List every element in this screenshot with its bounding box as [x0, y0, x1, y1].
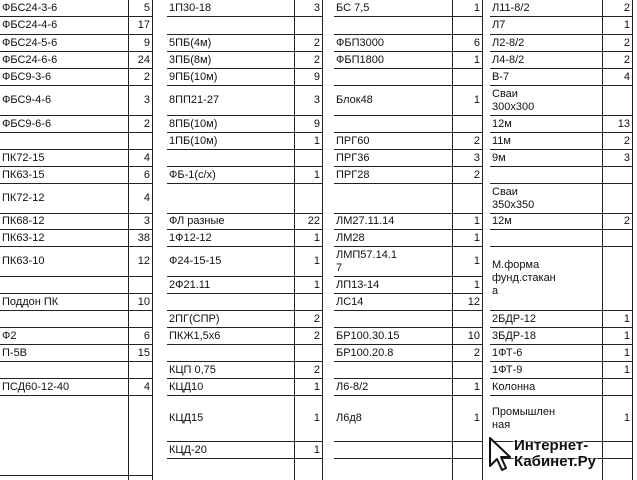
item-name-cell: ПК63-15: [2, 168, 45, 181]
item-qty-cell: 2: [623, 1, 630, 14]
table-row: [0, 167, 152, 184]
item-qty-cell: 1: [623, 346, 630, 359]
item-name-cell: ФБС24-6-6: [2, 53, 58, 66]
table-row: [334, 167, 482, 184]
table-row: [334, 379, 482, 396]
item-name-cell: ПК68-12: [2, 215, 45, 227]
item-name-cell: 9м: [492, 151, 506, 164]
item-name-cell: ПК63-10: [2, 255, 45, 267]
item-qty-cell: 3: [143, 215, 150, 227]
item-name-cell: ЛП13-14: [336, 278, 380, 291]
item-qty-cell: 2: [313, 363, 320, 376]
item-qty-cell: 1: [473, 255, 480, 267]
item-name-cell: Л4-8/2: [492, 53, 525, 66]
table-row: [490, 362, 632, 379]
table-row: [490, 150, 632, 167]
table-row: [334, 86, 482, 116]
item-qty-cell: 1: [473, 380, 480, 393]
table-row: [334, 35, 482, 52]
table-row: [167, 396, 322, 442]
item-name-cell: ПКЖ1,5х6: [169, 329, 221, 342]
item-name-cell: Л7: [492, 19, 506, 31]
item-name-cell: [2, 362, 126, 378]
table-row: [490, 311, 632, 328]
item-qty-cell: 2: [623, 134, 630, 147]
table-row: [334, 52, 482, 69]
item-qty-cell: 4: [143, 192, 150, 204]
item-qty-cell: 4: [143, 151, 150, 164]
item-qty-cell: 1: [313, 231, 320, 244]
column-divider: [294, 0, 295, 480]
item-name-cell: [336, 362, 450, 378]
item-name-cell: ФБС24-5-6: [2, 36, 58, 49]
item-name-cell: [2, 277, 126, 293]
item-name-cell: [169, 150, 292, 166]
item-name-cell: ПРГ36: [336, 151, 370, 164]
item-name-cell: Сваи 350х350: [492, 185, 535, 211]
item-name-cell: ФБС9-3-6: [2, 70, 52, 83]
table-row: [167, 294, 322, 311]
item-qty-cell: 10: [467, 329, 480, 342]
item-qty-cell: 1: [473, 94, 480, 106]
watermark-line1: Интернет-: [514, 437, 589, 454]
item-qty-cell: 5: [143, 1, 150, 14]
column-3: [334, 0, 482, 480]
item-name-cell: 5ПБ(4м): [169, 36, 212, 49]
table-row: [334, 311, 482, 328]
item-qty-cell: 1: [473, 1, 480, 14]
item-name-cell: ФБС9-4-6: [2, 94, 52, 106]
table-row: [167, 277, 322, 294]
table-row: [0, 247, 152, 277]
item-name-cell: Блок48: [336, 94, 373, 106]
item-qty-cell: 6: [143, 329, 150, 342]
column-border: [632, 0, 633, 480]
item-qty-cell: 12: [137, 255, 150, 267]
item-name-cell: 3БДР-18: [492, 329, 537, 342]
table-row: [334, 214, 482, 230]
table-row: [0, 133, 152, 150]
table-row: [167, 52, 322, 69]
item-name-cell: ФБП1800: [336, 53, 384, 66]
table-row: [334, 69, 482, 86]
item-name-cell: Л11-8/2: [492, 1, 530, 14]
item-name-cell: [336, 69, 450, 85]
item-qty-cell: 2: [623, 215, 630, 227]
item-name-cell: [2, 133, 126, 149]
item-qty-cell: 3: [313, 94, 320, 106]
column-4: [490, 0, 632, 480]
item-name-cell: 1ФТ-9: [492, 363, 523, 376]
table-row: [334, 17, 482, 35]
table-row: [0, 345, 152, 362]
item-qty-cell: 1: [313, 412, 320, 424]
item-name-cell: [336, 311, 450, 327]
table-row: [0, 52, 152, 69]
item-name-cell: [336, 442, 450, 458]
table-row: [334, 442, 482, 459]
item-qty-cell: 9: [143, 36, 150, 49]
table-row: [167, 230, 322, 247]
table-row: [334, 277, 482, 294]
item-qty-cell: 3: [313, 1, 320, 14]
table-row: [167, 86, 322, 116]
item-name-cell: ПК63-12: [2, 231, 45, 244]
table-row: [0, 328, 152, 345]
item-name-cell: ЛМ28: [336, 231, 365, 244]
table-row: [0, 214, 152, 230]
item-name-cell: ПРГ28: [336, 168, 370, 181]
column-2: [167, 0, 322, 480]
item-name-cell: Поддон ПК: [2, 295, 59, 308]
table-row: [334, 362, 482, 379]
item-qty-cell: 1: [313, 443, 320, 456]
item-name-cell: [336, 116, 450, 132]
table-row: [334, 396, 482, 442]
item-qty-cell: 1: [623, 19, 630, 31]
item-qty-cell: 2: [623, 53, 630, 66]
item-name-cell: ФБП3000: [336, 36, 384, 49]
item-qty-cell: 3: [143, 94, 150, 106]
item-name-cell: М.форма фунд.стакан а: [492, 259, 556, 297]
item-qty-cell: 2: [473, 134, 480, 147]
table-row: [0, 35, 152, 52]
item-qty-cell: 6: [143, 168, 150, 181]
table-row: [167, 0, 322, 17]
table-row: [490, 86, 632, 116]
item-qty-cell: 4: [143, 380, 150, 393]
table-row: [167, 35, 322, 52]
item-name-cell: ПК72-15: [2, 151, 45, 164]
item-name-cell: Л2-8/2: [492, 36, 525, 49]
table-row: [490, 133, 632, 150]
table-row: [334, 184, 482, 214]
item-qty-cell: 2: [313, 312, 320, 325]
item-name-cell: П-5В: [2, 346, 28, 359]
item-name-cell: 1ПБ(10м): [169, 134, 218, 147]
table-row: [490, 345, 632, 362]
item-name-cell: [336, 17, 450, 34]
table-row: [0, 294, 152, 311]
table-row: [0, 69, 152, 86]
item-name-cell: 9ПБ(10м): [169, 70, 218, 83]
item-name-cell: Сваи 300х300: [492, 87, 535, 113]
table-row: [167, 328, 322, 345]
item-name-cell: ФБ-1(с/х): [169, 168, 216, 181]
watermark-line2: Кабинет.Ру: [514, 453, 596, 470]
item-qty-cell: 9: [313, 70, 320, 83]
item-name-cell: [2, 311, 126, 327]
column-divider: [452, 0, 453, 480]
item-qty-cell: 1: [313, 380, 320, 393]
item-name-cell: КЦД-20: [169, 443, 207, 456]
item-name-cell: Л6-8/2: [336, 380, 369, 393]
item-name-cell: [169, 184, 292, 213]
item-name-cell: БС 7,5: [336, 1, 370, 14]
item-name-cell: [169, 294, 292, 310]
table-row: [490, 167, 632, 184]
table-row: [167, 362, 322, 379]
table-row: [167, 379, 322, 396]
table-row: [334, 328, 482, 345]
item-name-cell: Колонна: [492, 380, 536, 393]
item-name-cell: ЛС14: [336, 295, 364, 308]
table-row: [490, 35, 632, 52]
table-row: [167, 167, 322, 184]
item-name-cell: В-7: [492, 70, 510, 83]
table-row: [167, 69, 322, 86]
table-row: [334, 133, 482, 150]
table-row: [167, 247, 322, 277]
item-name-cell: 2ПГ(СПР): [169, 312, 220, 325]
table-row: [490, 69, 632, 86]
item-name-cell: 2БДР-12: [492, 312, 537, 325]
item-name-cell: ЛМ27.11.14: [336, 215, 395, 227]
item-name-cell: 11м: [492, 134, 511, 147]
column-divider: [128, 0, 129, 480]
item-name-cell: 12м: [492, 117, 512, 130]
table-row: [334, 150, 482, 167]
item-name-cell: 8ПБ(10м): [169, 117, 218, 130]
table-row: [490, 17, 632, 35]
table-row: [167, 133, 322, 150]
table-row: [334, 345, 482, 362]
item-qty-cell: 1: [313, 168, 320, 181]
item-qty-cell: 2: [623, 36, 630, 49]
item-name-cell: 12м: [492, 215, 512, 227]
item-qty-cell: 38: [137, 231, 150, 244]
item-name-cell: БР100.30.15: [336, 329, 400, 342]
item-qty-cell: 24: [137, 53, 150, 66]
cursor-logo-icon: [486, 436, 512, 472]
item-name-cell: Ф24-15-15: [169, 255, 222, 267]
item-name-cell: ФБС24-4-6: [2, 19, 58, 31]
table-row: [490, 328, 632, 345]
table-row: [490, 214, 632, 230]
item-qty-cell: 2: [143, 70, 150, 83]
table-row: [167, 311, 322, 328]
item-name-cell: [492, 167, 600, 183]
table-row: [334, 116, 482, 133]
table-row: [167, 345, 322, 362]
item-name-cell: КЦП 0,75: [169, 363, 216, 376]
table-row: [334, 0, 482, 17]
item-name-cell: ЛМП57.14.1 7: [336, 248, 397, 274]
table-row: [167, 442, 322, 459]
table-row: [0, 230, 152, 247]
table-row: [490, 230, 632, 247]
item-name-cell: КЦД15: [169, 412, 204, 424]
table-row: [490, 116, 632, 133]
table-row: [0, 311, 152, 328]
table-row: [0, 362, 152, 379]
item-qty-cell: 1: [473, 278, 480, 291]
item-name-cell: 3ПБ(8м): [169, 53, 212, 66]
table-row: [0, 379, 152, 396]
item-qty-cell: 2: [313, 329, 320, 342]
item-name-cell: 2Ф21.11: [169, 278, 211, 291]
table-row: [490, 379, 632, 396]
watermark: [484, 428, 637, 480]
item-qty-cell: 3: [473, 151, 480, 164]
item-name-cell: ФБС24-3-6: [2, 1, 58, 14]
item-qty-cell: 2: [143, 117, 150, 130]
item-qty-cell: 6: [473, 36, 480, 49]
table-row: [167, 214, 322, 230]
item-qty-cell: 1: [313, 278, 320, 291]
table-row: [0, 0, 152, 17]
table-row: [490, 247, 632, 311]
item-name-cell: ФЛ разные: [169, 215, 225, 227]
item-qty-cell: 10: [137, 295, 150, 308]
item-qty-cell: 22: [307, 215, 320, 227]
item-name-cell: [169, 17, 292, 34]
item-qty-cell: 1: [313, 134, 320, 147]
item-qty-cell: 3: [623, 151, 630, 164]
table-row: [167, 17, 322, 35]
item-qty-cell: 1: [473, 412, 480, 424]
table-row: [0, 277, 152, 294]
item-name-cell: ПСД60-12-40: [2, 380, 70, 393]
item-qty-cell: 1: [623, 329, 630, 342]
item-qty-cell: 15: [137, 346, 150, 359]
item-qty-cell: 1: [313, 255, 320, 267]
table-row: [0, 86, 152, 116]
item-name-cell: Л6д8: [336, 412, 362, 424]
item-name-cell: 8ПП21-27: [169, 94, 220, 106]
item-qty-cell: 1: [623, 363, 630, 376]
column-1: [0, 0, 152, 480]
item-qty-cell: 2: [473, 168, 480, 181]
item-qty-cell: 1: [623, 312, 630, 325]
item-qty-cell: 2: [473, 346, 480, 359]
column-divider: [602, 0, 603, 480]
item-name-cell: КЦД10: [169, 380, 204, 393]
item-qty-cell: 1: [473, 53, 480, 66]
item-qty-cell: 12: [467, 295, 480, 308]
table-row: [490, 184, 632, 214]
item-name-cell: [336, 184, 450, 213]
table-row: [334, 247, 482, 277]
column-border: [322, 0, 323, 480]
item-name-cell: Ф2: [2, 329, 17, 342]
table-row: [0, 184, 152, 214]
table-row: [490, 0, 632, 17]
item-name-cell: [2, 396, 126, 475]
table-row: [0, 17, 152, 35]
item-name-cell: БР100.20.8: [336, 346, 394, 359]
item-qty-cell: 4: [623, 70, 630, 83]
column-border: [482, 0, 483, 480]
table-row: [167, 150, 322, 167]
item-qty-cell: 2: [313, 53, 320, 66]
item-name-cell: ПРГ60: [336, 134, 370, 147]
table-row: [334, 294, 482, 311]
item-name-cell: [169, 345, 292, 361]
item-qty-cell: 1: [473, 215, 480, 227]
item-qty-cell: 17: [137, 19, 150, 31]
item-qty-cell: 1: [473, 231, 480, 244]
item-name-cell: ФБС9-6-6: [2, 117, 52, 130]
item-qty-cell: 2: [313, 36, 320, 49]
item-name-cell: Промышлен ная: [492, 405, 556, 431]
table-row: [0, 116, 152, 133]
table-row: [167, 116, 322, 133]
item-name-cell: [492, 230, 600, 246]
table-row: [0, 396, 152, 476]
table-row: [490, 52, 632, 69]
table-row: [334, 230, 482, 247]
item-qty-cell: 9: [313, 117, 320, 130]
item-qty-cell: 13: [617, 117, 630, 130]
item-name-cell: 1П30-18: [169, 1, 212, 14]
item-name-cell: ПК72-12: [2, 192, 45, 204]
column-border: [152, 0, 153, 480]
item-name-cell: 1ФТ-6: [492, 346, 523, 359]
table-row: [0, 150, 152, 167]
item-name-cell: 1Ф12-12: [169, 231, 212, 244]
item-qty-cell: 1: [623, 412, 630, 424]
table-row: [167, 184, 322, 214]
